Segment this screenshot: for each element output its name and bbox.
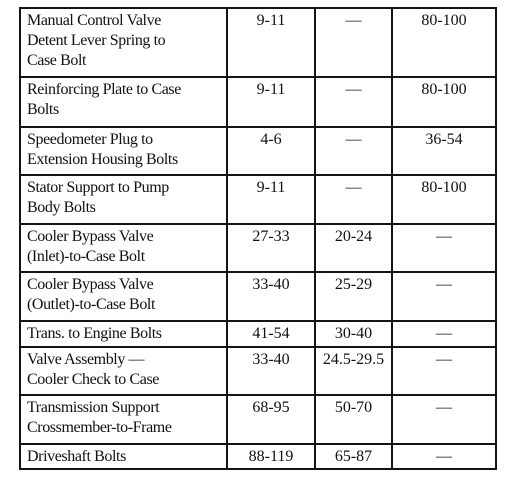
table-row <box>20 127 496 175</box>
torque-value-col2: — <box>315 127 392 175</box>
description-line: Cooler Bypass Valve <box>27 228 154 245</box>
torque-value-col1: 88-119 <box>227 444 315 469</box>
description-line: Trans. to Engine Bolts <box>27 325 162 342</box>
table-row <box>20 77 496 127</box>
description-line: Transmission Support <box>27 399 160 416</box>
description-line: Bolts <box>27 101 59 118</box>
table-row <box>20 175 496 224</box>
table-row <box>20 272 496 321</box>
description-line: Crossmember-to-Frame <box>27 419 172 436</box>
torque-value-col1: 41-54 <box>227 321 315 347</box>
torque-value-col1: 9-11 <box>227 8 315 77</box>
torque-value-col2: 25-29 <box>315 272 392 321</box>
torque-value-col1: 9-11 <box>227 77 315 127</box>
torque-value-col2: — <box>315 8 392 77</box>
description-line: Valve Assembly — <box>27 351 145 368</box>
fastener-description <box>20 77 227 127</box>
torque-value-col1: 33-40 <box>227 347 315 395</box>
description-line: Cooler Check to Case <box>27 371 159 388</box>
torque-value-col1: 4-6 <box>227 127 315 175</box>
torque-value-col3: 80-100 <box>392 8 496 77</box>
description-line: Manual Control Valve <box>27 12 161 29</box>
table-row <box>20 321 496 347</box>
description-line: Extension Housing Bolts <box>27 151 178 168</box>
torque-value-col1: 27-33 <box>227 224 315 272</box>
description-line: Cooler Bypass Valve <box>27 276 154 293</box>
description-line: Body Bolts <box>27 199 96 216</box>
torque-spec-table <box>19 7 497 470</box>
fastener-description <box>20 347 227 395</box>
fastener-description <box>20 272 227 321</box>
table-row <box>20 8 496 77</box>
torque-value-col3: — <box>392 272 496 321</box>
description-line: Speedometer Plug to <box>27 131 153 148</box>
torque-value-col2: 65-87 <box>315 444 392 469</box>
fastener-description <box>20 8 227 77</box>
description-line: Case Bolt <box>27 52 87 69</box>
torque-value-col2: 50-70 <box>315 395 392 444</box>
torque-value-col3: — <box>392 444 496 469</box>
description-line: Driveshaft Bolts <box>27 448 126 465</box>
fastener-description <box>20 395 227 444</box>
torque-value-col3: — <box>392 224 496 272</box>
torque-value-col1: 33-40 <box>227 272 315 321</box>
table-row <box>20 444 496 469</box>
torque-value-col3: — <box>392 321 496 347</box>
torque-value-col2: — <box>315 175 392 224</box>
description-line: (Inlet)-to-Case Bolt <box>27 248 145 265</box>
torque-value-col3: 80-100 <box>392 77 496 127</box>
table-row <box>20 224 496 272</box>
fastener-description <box>20 175 227 224</box>
description-line: Reinforcing Plate to Case <box>27 81 181 98</box>
torque-value-col3: 80-100 <box>392 175 496 224</box>
torque-value-col2: 24.5-29.5 <box>315 347 392 395</box>
table-row <box>20 395 496 444</box>
table-row <box>20 347 496 395</box>
torque-value-col3: 36-54 <box>392 127 496 175</box>
description-line: (Outlet)-to-Case Bolt <box>27 296 156 313</box>
fastener-description <box>20 224 227 272</box>
torque-value-col2: 30-40 <box>315 321 392 347</box>
fastener-description <box>20 444 227 469</box>
torque-value-col2: — <box>315 77 392 127</box>
torque-value-col3: — <box>392 395 496 444</box>
torque-value-col3: — <box>392 347 496 395</box>
description-line: Stator Support to Pump <box>27 179 169 196</box>
fastener-description <box>20 127 227 175</box>
torque-value-col2: 20-24 <box>315 224 392 272</box>
description-line: Detent Lever Spring to <box>27 32 166 49</box>
fastener-description <box>20 321 227 347</box>
torque-value-col1: 68-95 <box>227 395 315 444</box>
torque-value-col1: 9-11 <box>227 175 315 224</box>
